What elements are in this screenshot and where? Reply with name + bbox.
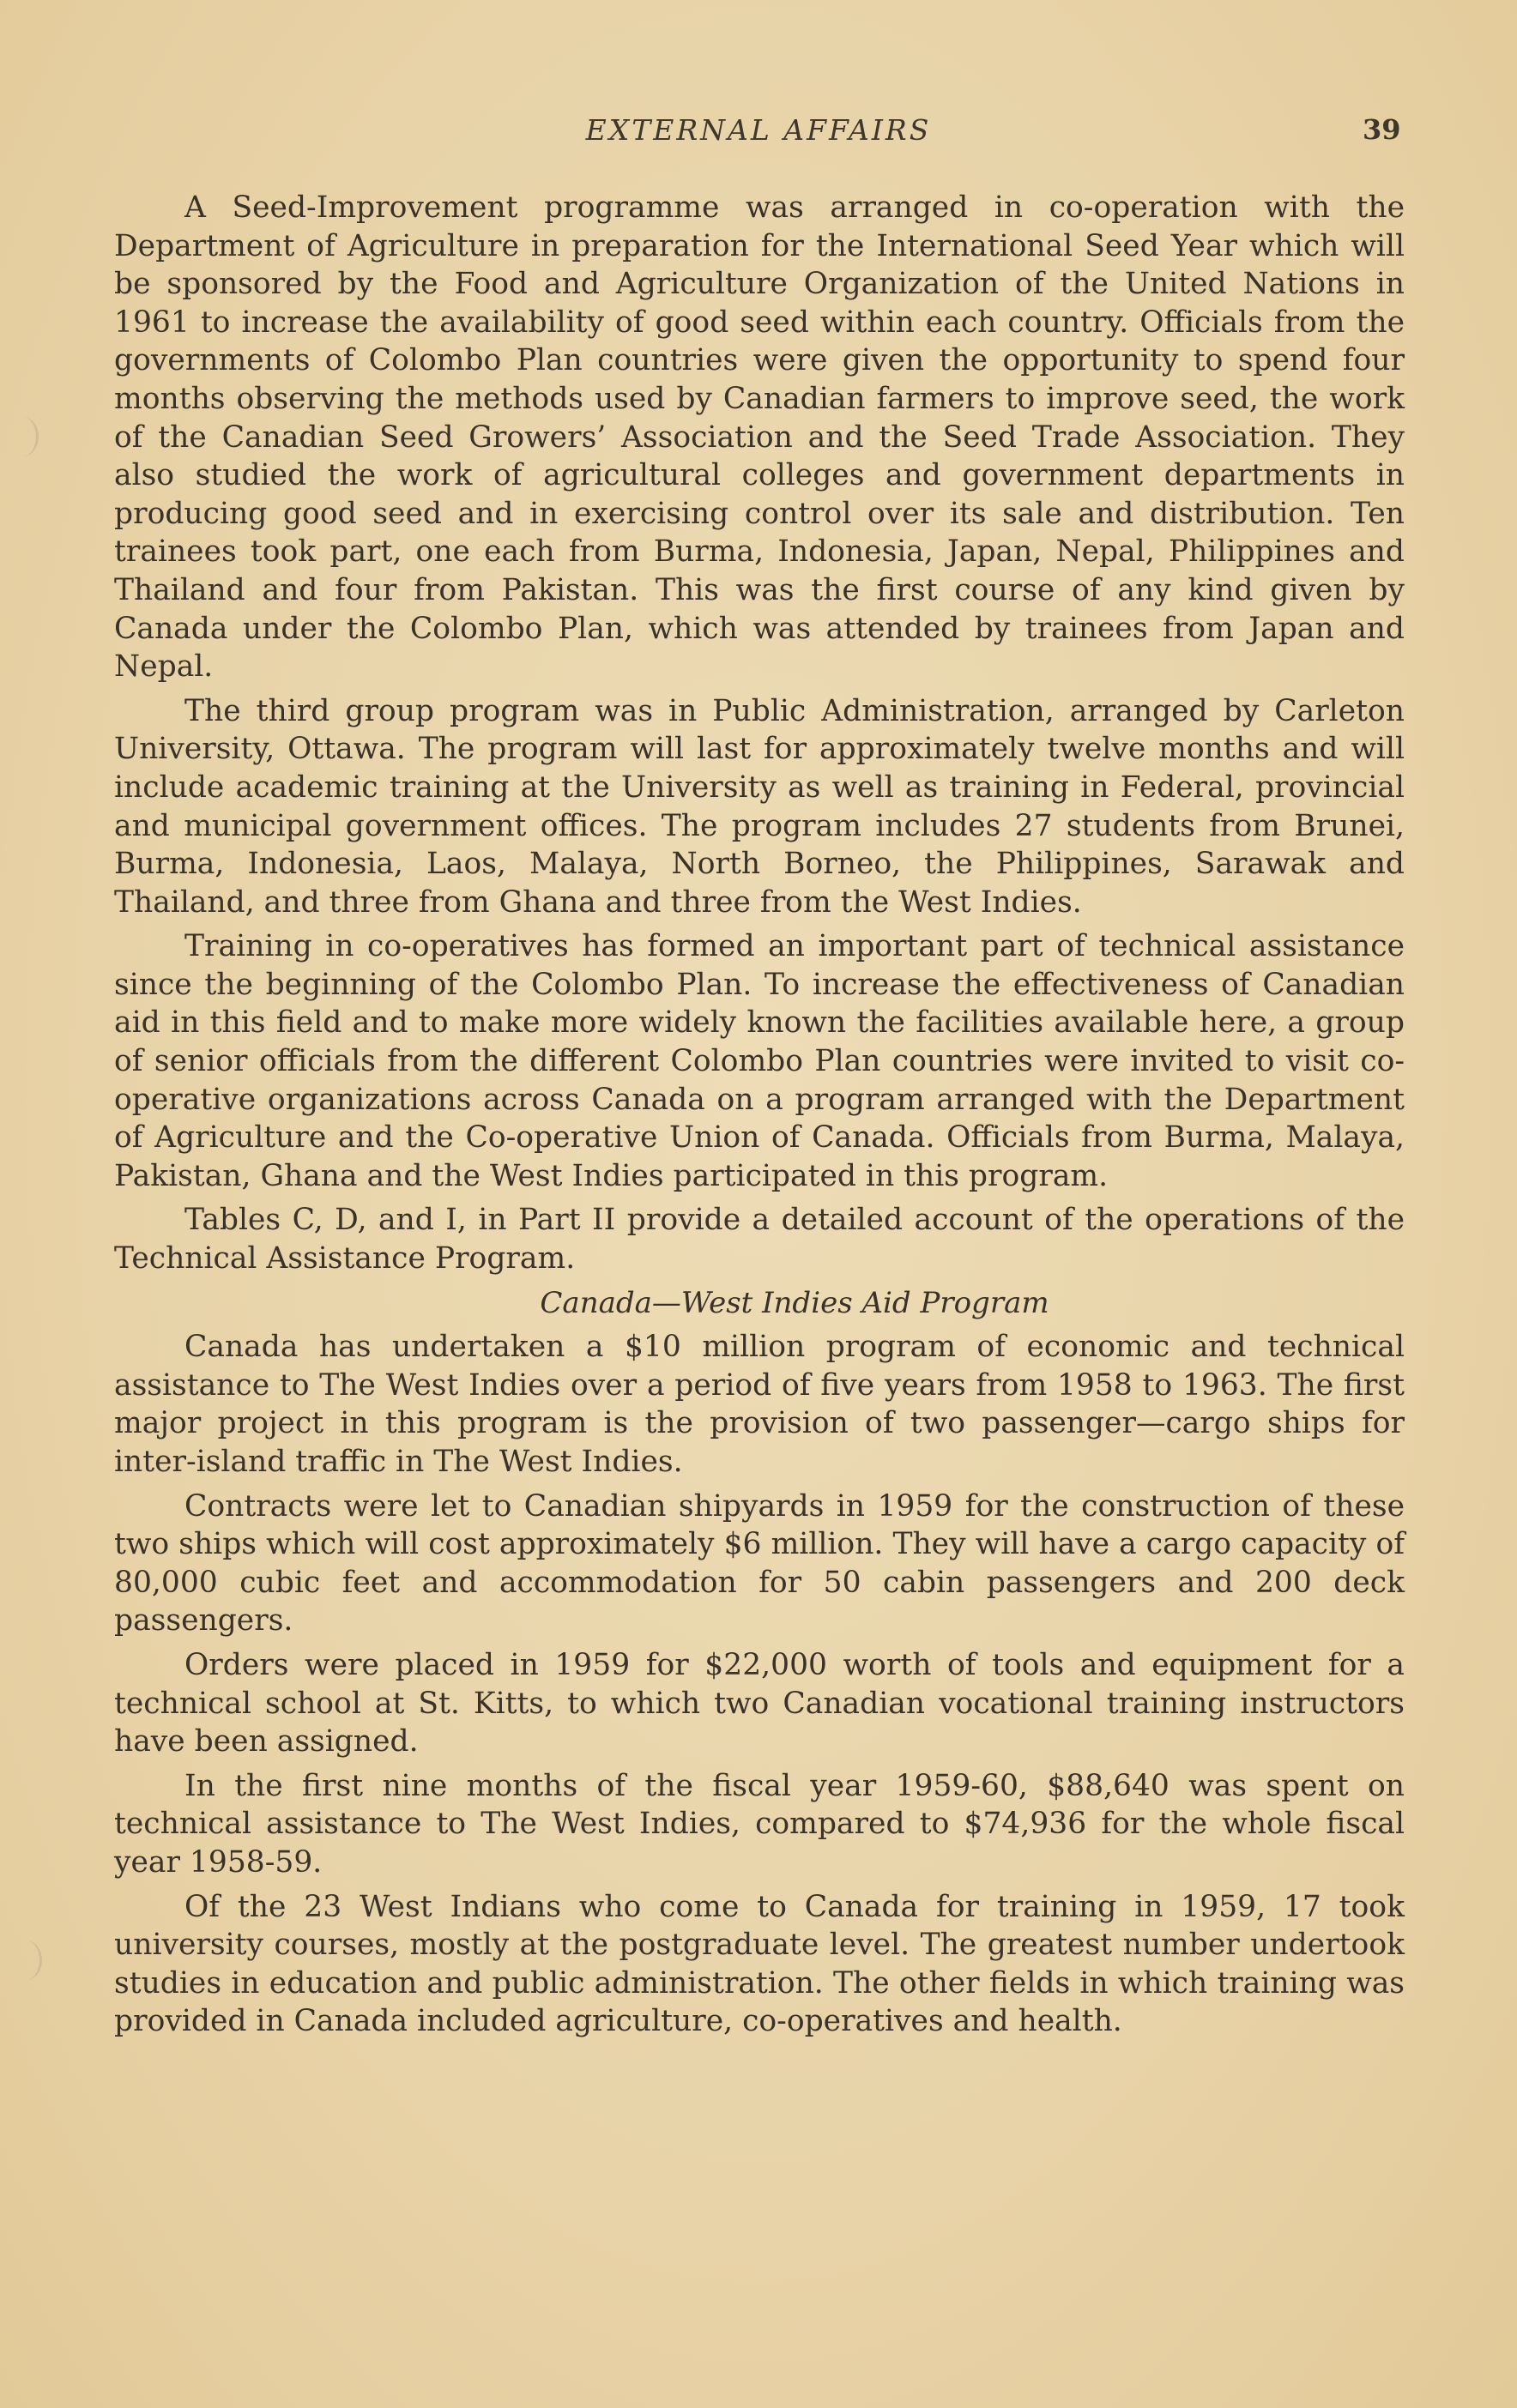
page-header <box>0 113 1517 156</box>
paragraph: Contracts were let to Canadian shipyards in 1959 for the construction of these two ships which will cost approximately $6 million. They will have a cargo capacity of 80,000 cubic feet and accommodation for 50 cabin passengers and 200 deck passengers. <box>114 1488 1405 1639</box>
page-number: 39 <box>1363 113 1401 146</box>
punch-hole-mark <box>7 417 39 456</box>
paragraph: Canada has undertaken a $10 million program of economic and technical assistance to The West Indies over a period of five years from 1958 to 1963. The first major project in this program is the provision of two passenger—cargo ships for inter-island traffic in The West Indies. <box>114 1330 1405 1479</box>
paragraph: Tables C, D, and I, in Part II provide a detailed account of the operations of the Technical Assistance Program. <box>114 1203 1405 1276</box>
section-heading: Canada—West Indies Aid Program <box>540 1285 1049 1320</box>
paragraph: Orders were placed in 1959 for $22,000 worth of tools and equipment for a technical school at St. Kitts, to which two Canadian vocational training instructors have been assigned. <box>114 1647 1405 1759</box>
paragraph: The third group program was in Public Administration, arranged by Carleton University, Ottawa. The program will last for approximately twelve months and will include academic training at the University as well as training in Federal, provincial and municipal government offices. The program includes 27 students from Brunei, Burma, Indonesia, Laos, Malaya, North Borneo, the Philippines, Sarawak and Thailand, and three from Ghana and three from the West Indies. <box>114 693 1405 920</box>
paragraph: In the first nine months of the fiscal year 1959-60, $88,640 was spent on technical assistance to The West Indies, compared to $74,936 for the whole fiscal year 1958-59. <box>114 1768 1405 1880</box>
paragraph: Training in co-operatives has formed an important part of technical assistance since the beginning of the Colombo Plan. To increase the effectiveness of Canadian aid in this field and to make more widely known the facilities available here, a group of senior officials from the different Colombo Plan countries were invited to visit co-operative organizations across Canada on a program arranged with the Department of Agriculture and the Co-operative Union of Canada. Officials from Burma, Malaya, Pakistan, Ghana and the West Indies participated in this program. <box>114 929 1405 1193</box>
body-text <box>114 189 1405 2047</box>
paragraph: Of the 23 West Indians who come to Canada for training in 1959, 17 took university courses, mostly at the postgraduate level. The greatest number undertook studies in education and public administration. The other fields in which training was provided in Canada included agriculture, co-operatives and health. <box>114 1889 1405 2039</box>
paragraph: A Seed-Improvement programme was arranged in co-operation with the Department of Agriculture in preparation for the International Seed Year which will be sponsored by the Food and Agriculture Organization of the United Nations in 1961 to increase the availability of good seed within each country. Officials from the governments of Colombo Plan countries were given the opportunity to spend four months observing the methods used by Canadian farmers to improve seed, the work of the Canadian Seed Growers’ Association and the Seed Trade Association. They also studied the work of agricultural colleges and government departments in producing good seed and in exercising control over its sale and distribution. Ten trainees took part, one each from Burma, Indonesia, Japan, Nepal, Philippines and Thailand and four from Pakistan. This was the first course of any kind given by Canada under the Colombo Plan, which was attended by trainees from Japan and Nepal. <box>114 190 1405 685</box>
punch-hole-mark <box>10 1940 42 1980</box>
running-title: EXTERNAL AFFAIRS <box>585 113 932 147</box>
